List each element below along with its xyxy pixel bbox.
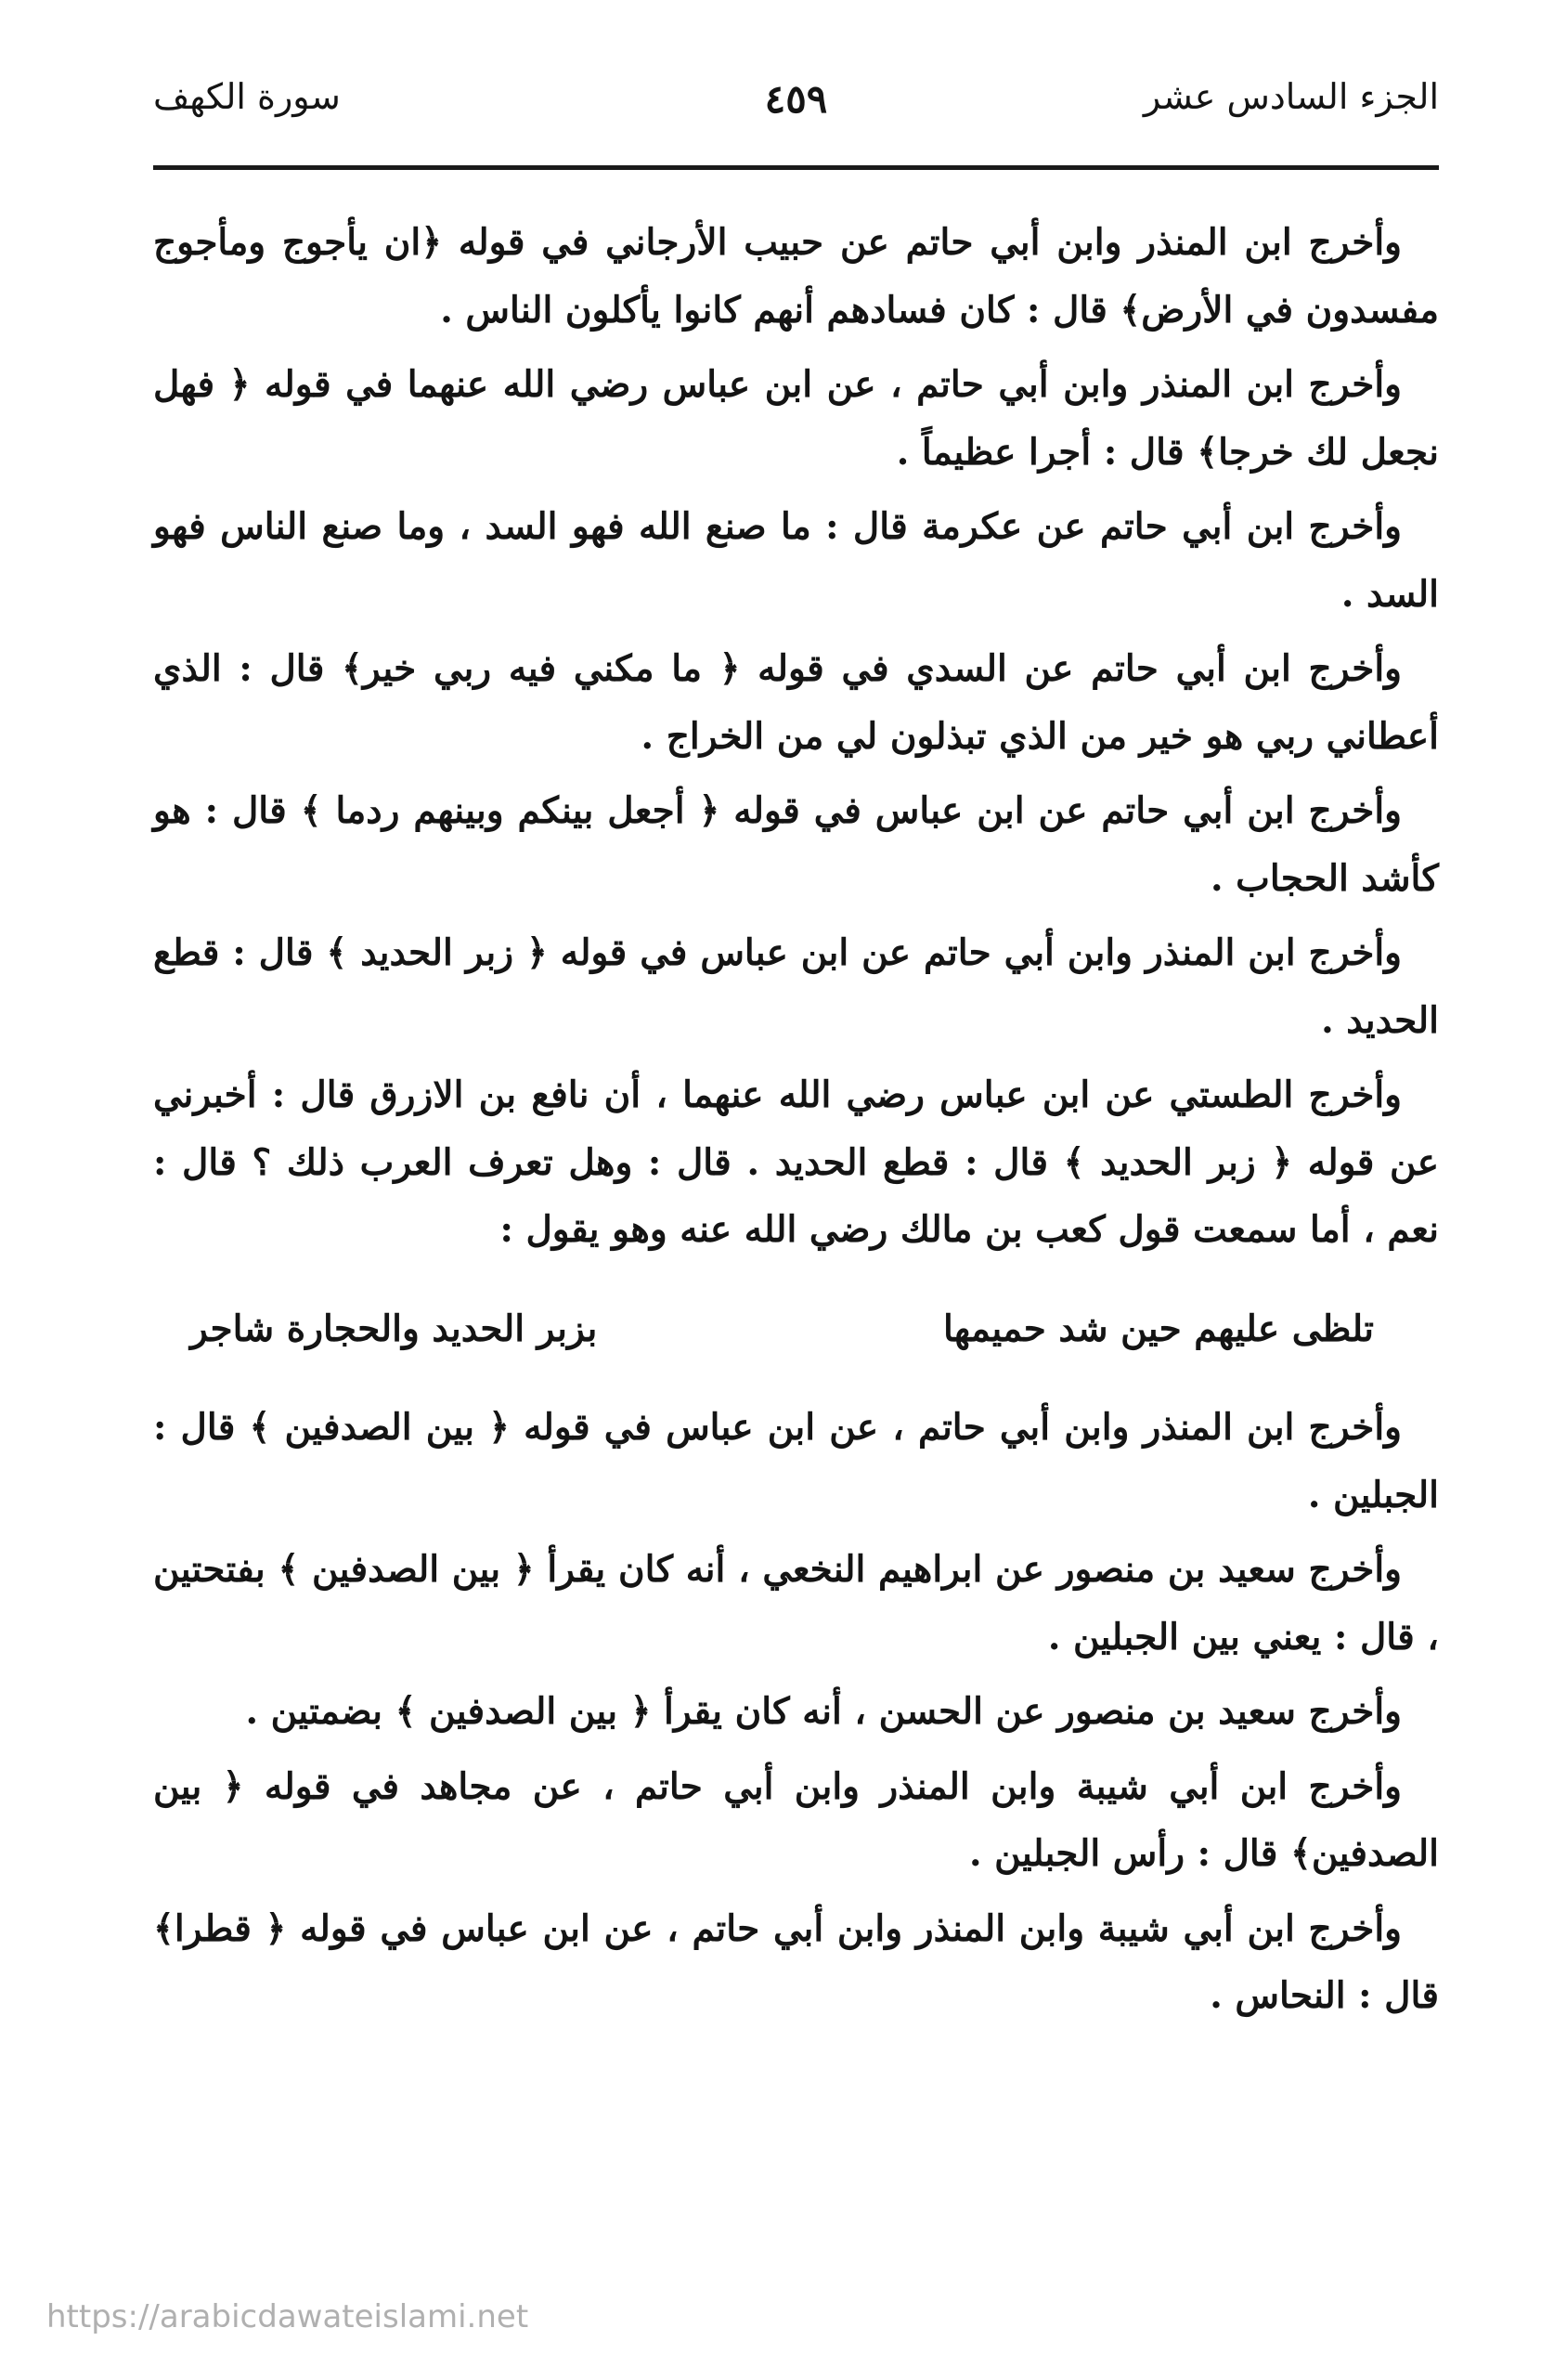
paragraph: وأخرج سعيد بن منصور عن الحسن ، أنه كان يقرأ ﴿ بين الصدفين ﴾ بضمتين . [245, 1690, 1402, 1733]
paragraph: وأخرج الطستي عن ابن عباس رضي الله عنهما ، أن نافع بن الازرق قال : أخبرني عن قوله ﴿ زبر الحديد ﴾ قال : قطع الحديد . قال : وهل تعرف العرب ذلك ؟ قال : نعم ، أما سمعت قول كعب بن مالك رضي الله عنه وهو يقول : [153, 1073, 1439, 1251]
page-header [153, 65, 1439, 149]
paragraph: وأخرج ابن المنذر وابن أبي حاتم عن ابن عباس في قوله ﴿ زبر الحديد ﴾ قال : قطع الحديد . [153, 931, 1439, 1042]
paragraph: وأخرج ابن المنذر وابن أبي حاتم ، عن ابن عباس في قوله ﴿ بين الصدفين ﴾ قال : الجبلين . [153, 1406, 1439, 1516]
poetry-verse [153, 1295, 1439, 1363]
verse-second-hemistich: بزبر الحديد والحجارة شاجر [190, 1307, 598, 1350]
watermark-url: https://arabicdawateislami.net [46, 2298, 529, 2335]
paragraph: وأخرج ابن المنذر وابن أبي حاتم عن حبيب الأرجاني في قوله ﴿ان يأجوج ومأجوج مفسدون في الأرض﴾ قال : كان فسادهم أنهم كانوا يأكلون الناس . [153, 221, 1439, 332]
paragraph: وأخرج ابن أبي حاتم عن عكرمة قال : ما صنع الله فهو السد ، وما صنع الناس فهو السد . [153, 505, 1439, 616]
paragraph: وأخرج ابن أبي شيبة وابن المنذر وابن أبي حاتم ، عن ابن عباس في قوله ﴿ قطرا﴾ قال : النحاس . [153, 1906, 1439, 2017]
paragraph: وأخرج سعيد بن منصور عن ابراهيم النخعي ، أنه كان يقرأ ﴿ بين الصدفين ﴾ بفتحتين ، قال : يعني بين الجبلين . [153, 1548, 1439, 1658]
paragraph: وأخرج ابن أبي حاتم عن ابن عباس في قوله ﴿ أجعل بينكم وبينهم ردما ﴾ قال : هو كأشد الحجاب . [153, 789, 1439, 900]
header-rule [153, 165, 1439, 170]
paragraph: وأخرج ابن أبي حاتم عن السدي في قوله ﴿ ما مكني فيه ربي خير﴾ قال : الذي أعطاني ربي هو خير من الذي تبذلون لي من الخراج . [153, 647, 1439, 758]
page-body [153, 209, 1439, 2037]
page-number: ٤٥٩ [764, 76, 828, 122]
paragraph: وأخرج ابن أبي شيبة وابن المنذر وابن أبي حاتم ، عن مجاهد في قوله ﴿ بين الصدفين﴾ قال : رأس الجبلين . [153, 1764, 1439, 1875]
part-title: الجزء السادس عشر [1143, 76, 1439, 117]
verse-first-hemistich: تلظى عليهم حين شد حميمها [942, 1307, 1374, 1350]
paragraph: وأخرج ابن المنذر وابن أبي حاتم ، عن ابن عباس رضي الله عنهما في قوله ﴿ فهل نجعل لك خرجا﴾ قال : أجرا عظيماً . [153, 363, 1439, 474]
surah-title: سورة الكهف [153, 76, 341, 117]
